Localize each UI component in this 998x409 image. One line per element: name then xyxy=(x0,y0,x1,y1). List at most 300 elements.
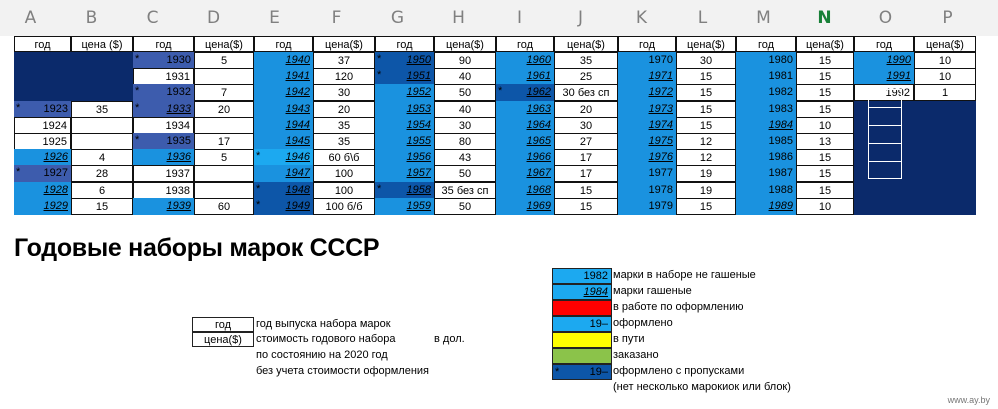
year-value: 1949 xyxy=(285,200,310,212)
key-note-1: по состоянию на 2020 год xyxy=(256,349,388,361)
year-cell[interactable] xyxy=(736,165,796,182)
legend-swatch[interactable] xyxy=(552,300,612,316)
selection-frame-line xyxy=(868,107,902,108)
year-cell[interactable] xyxy=(736,68,796,85)
key-price-box[interactable]: цена($) xyxy=(192,332,254,347)
year-value: 1986 xyxy=(768,151,793,163)
price-cell[interactable]: 15 xyxy=(796,149,854,166)
year-value: 1976 xyxy=(648,151,673,163)
legend-swatch[interactable] xyxy=(552,316,612,332)
gap-marker-icon: * xyxy=(256,183,261,195)
price-cell[interactable]: 28 xyxy=(71,165,133,182)
year-value: 1956 xyxy=(406,151,431,163)
year-value: 1987 xyxy=(768,167,793,179)
year-value: 1975 xyxy=(648,135,673,147)
price-cell[interactable]: 10 xyxy=(796,198,854,215)
year-value: 1928 xyxy=(43,184,68,196)
price-cell[interactable]: 35 xyxy=(313,117,375,134)
price-cell[interactable]: 10 xyxy=(914,68,976,85)
year-cell[interactable] xyxy=(375,133,434,150)
year-cell[interactable] xyxy=(854,68,914,85)
year-value: 1978 xyxy=(648,184,673,196)
key-year-desc: год выпуска набора марок xyxy=(256,318,391,330)
selection-frame-line xyxy=(868,143,902,144)
year-value: 1947 xyxy=(285,167,310,179)
gap-marker-icon: * xyxy=(377,53,382,65)
year-value: 1962 xyxy=(526,86,551,98)
price-cell[interactable]: 30 xyxy=(313,84,375,101)
year-value: 1988 xyxy=(768,184,793,196)
price-cell[interactable]: 35 xyxy=(71,101,133,118)
year-cell[interactable] xyxy=(496,165,554,182)
price-cell[interactable]: 43 xyxy=(434,149,496,166)
year-value: 1943 xyxy=(285,103,310,115)
year-value: 1970 xyxy=(648,54,673,66)
year-value: 1974 xyxy=(648,119,673,131)
year-cell[interactable] xyxy=(736,52,796,69)
price-cell[interactable] xyxy=(914,117,976,134)
year-cell[interactable] xyxy=(496,101,554,118)
year-cell[interactable] xyxy=(854,52,914,69)
price-cell[interactable]: 7 xyxy=(194,84,254,101)
year-cell[interactable] xyxy=(618,117,676,134)
year-value: 1946 xyxy=(285,151,310,163)
year-cell[interactable] xyxy=(14,68,71,85)
legend-label: в пути xyxy=(613,333,645,345)
price-cell[interactable]: 100 xyxy=(313,182,375,199)
year-cell[interactable] xyxy=(496,117,554,134)
price-cell[interactable]: 10 xyxy=(914,52,976,69)
price-cell[interactable]: 15 xyxy=(554,182,618,199)
gap-marker-icon: * xyxy=(377,69,382,81)
header-price[interactable]: цена($) xyxy=(914,36,976,52)
price-cell[interactable]: 15 xyxy=(676,101,736,118)
price-cell[interactable]: 30 xyxy=(676,52,736,69)
column-header-a[interactable]: A xyxy=(24,8,37,28)
header-year[interactable]: год xyxy=(854,36,914,52)
year-cell[interactable] xyxy=(133,117,194,134)
year-cell[interactable] xyxy=(618,182,676,199)
year-value: 1992 xyxy=(885,87,910,99)
year-value: 1938 xyxy=(165,185,190,197)
price-cell[interactable] xyxy=(194,68,254,85)
header-price[interactable]: цена($) xyxy=(313,36,375,52)
price-cell[interactable]: 12 xyxy=(676,149,736,166)
year-value: 1985 xyxy=(768,135,793,147)
column-header-h[interactable]: H xyxy=(452,8,465,28)
key-note-2: без учета стоимости оформления xyxy=(256,365,429,377)
year-value: 1983 xyxy=(768,103,793,115)
year-value: 1966 xyxy=(526,151,551,163)
header-price[interactable]: цена($) xyxy=(194,36,254,52)
price-cell[interactable]: 19 xyxy=(676,165,736,182)
year-cell[interactable] xyxy=(618,84,676,101)
column-header-l[interactable]: L xyxy=(697,8,708,28)
year-cell[interactable] xyxy=(14,101,71,118)
price-cell[interactable]: 17 xyxy=(554,149,618,166)
price-cell[interactable] xyxy=(71,68,133,85)
legend-swatch-label: 19– xyxy=(589,366,608,378)
legend-label: в работе по оформлению xyxy=(613,301,744,313)
price-cell[interactable]: 15 xyxy=(796,68,854,85)
price-cell[interactable]: 30 без сп xyxy=(554,84,618,101)
year-value: 1953 xyxy=(406,103,431,115)
year-value: 1958 xyxy=(406,184,431,196)
year-cell[interactable] xyxy=(496,52,554,69)
column-header-i[interactable]: I xyxy=(516,8,522,28)
year-value: 1959 xyxy=(406,200,431,212)
price-cell[interactable] xyxy=(914,133,976,150)
year-cell[interactable] xyxy=(375,117,434,134)
year-cell[interactable] xyxy=(618,198,676,215)
gap-marker-icon: * xyxy=(16,166,21,178)
price-cell[interactable] xyxy=(71,84,133,101)
header-year[interactable]: год xyxy=(133,36,194,52)
price-cell[interactable] xyxy=(194,182,254,199)
year-cell[interactable] xyxy=(854,198,914,215)
year-cell[interactable] xyxy=(133,84,194,101)
year-cell[interactable] xyxy=(375,182,434,199)
legend-label: оформлено xyxy=(613,317,673,329)
selection-frame xyxy=(868,89,902,179)
year-value: 1951 xyxy=(406,70,431,82)
year-cell[interactable] xyxy=(133,68,194,85)
price-cell[interactable]: 60 б\б xyxy=(313,149,375,166)
year-cell[interactable] xyxy=(254,52,313,69)
year-cell[interactable] xyxy=(254,101,313,118)
year-cell[interactable] xyxy=(133,149,194,166)
column-header-o[interactable]: O xyxy=(878,8,893,28)
price-cell[interactable] xyxy=(914,149,976,166)
legend-label: марки гашеные xyxy=(613,285,692,297)
header-year[interactable]: год xyxy=(496,36,554,52)
year-cell[interactable] xyxy=(496,84,554,101)
gap-marker-icon: * xyxy=(498,85,503,97)
gap-marker-icon: * xyxy=(16,102,21,114)
year-value: 1954 xyxy=(406,119,431,131)
key-price-desc: стоимость годового набора xyxy=(256,333,396,345)
price-cell[interactable]: 15 xyxy=(71,198,133,215)
price-cell[interactable]: 100 б/б xyxy=(313,198,375,215)
year-value: 1979 xyxy=(648,200,673,212)
year-value: 1968 xyxy=(526,184,551,196)
gap-marker-icon: * xyxy=(135,53,140,65)
year-value: 1980 xyxy=(768,54,793,66)
year-cell[interactable] xyxy=(14,165,71,182)
year-value: 1971 xyxy=(648,70,673,82)
legend-footnote: (нет несколько марокиок или блок) xyxy=(613,381,791,393)
year-cell[interactable] xyxy=(133,182,194,199)
price-cell[interactable]: 80 xyxy=(434,133,496,150)
gap-marker-icon: * xyxy=(135,85,140,97)
year-value: 1955 xyxy=(406,135,431,147)
year-cell[interactable] xyxy=(375,165,434,182)
year-cell[interactable] xyxy=(375,101,434,118)
price-cell[interactable]: 50 xyxy=(434,84,496,101)
price-cell[interactable] xyxy=(71,117,133,134)
year-value: 1934 xyxy=(165,120,190,132)
year-cell[interactable] xyxy=(254,182,313,199)
header-price[interactable]: цена($) xyxy=(434,36,496,52)
price-cell[interactable] xyxy=(194,165,254,182)
price-cell[interactable]: 35 xyxy=(313,133,375,150)
price-cell[interactable]: 15 xyxy=(796,84,854,101)
legend-swatch-label: 1984 xyxy=(583,286,608,298)
year-value: 1984 xyxy=(768,119,793,131)
year-cell[interactable] xyxy=(133,198,194,215)
year-value: 1989 xyxy=(768,200,793,212)
header-price[interactable]: цена($) xyxy=(554,36,618,52)
column-header-e[interactable]: E xyxy=(269,8,280,28)
year-cell[interactable] xyxy=(736,133,796,150)
price-cell[interactable] xyxy=(914,101,976,118)
year-value: 1935 xyxy=(166,135,191,147)
price-cell[interactable]: 4 xyxy=(71,149,133,166)
year-value: 1964 xyxy=(526,119,551,131)
price-cell[interactable]: 15 xyxy=(796,52,854,69)
year-value: 1963 xyxy=(526,103,551,115)
price-cell[interactable]: 13 xyxy=(796,133,854,150)
year-cell[interactable] xyxy=(133,101,194,118)
year-value: 1960 xyxy=(526,54,551,66)
year-cell[interactable] xyxy=(618,52,676,69)
price-cell[interactable]: 27 xyxy=(554,133,618,150)
price-cell[interactable]: 15 xyxy=(676,84,736,101)
year-cell[interactable] xyxy=(254,149,313,166)
price-cell[interactable]: 50 xyxy=(434,198,496,215)
year-cell[interactable] xyxy=(736,182,796,199)
selection-frame-line xyxy=(868,161,902,162)
year-value: 1940 xyxy=(285,54,310,66)
year-cell[interactable] xyxy=(618,165,676,182)
header-year[interactable]: год xyxy=(14,36,71,52)
year-value: 1977 xyxy=(648,167,673,179)
legend-label: марки в наборе не гашеные xyxy=(613,269,756,281)
year-value: 1930 xyxy=(166,54,191,66)
selection-frame-line xyxy=(868,125,902,126)
price-cell[interactable]: 15 xyxy=(554,198,618,215)
price-cell[interactable] xyxy=(914,198,976,215)
column-header-c[interactable]: C xyxy=(146,8,159,28)
year-cell[interactable] xyxy=(736,101,796,118)
price-cell[interactable] xyxy=(71,133,133,150)
price-cell[interactable]: 30 xyxy=(434,117,496,134)
legend-swatch[interactable] xyxy=(552,332,612,348)
year-value: 1945 xyxy=(285,135,310,147)
key-year-box[interactable]: год xyxy=(192,317,254,332)
year-cell[interactable] xyxy=(375,52,434,69)
price-cell[interactable]: 17 xyxy=(554,165,618,182)
year-cell[interactable] xyxy=(496,198,554,215)
year-cell[interactable] xyxy=(133,52,194,69)
price-cell[interactable]: 20 xyxy=(194,101,254,118)
year-cell[interactable] xyxy=(14,84,71,101)
price-cell[interactable] xyxy=(914,165,976,182)
price-cell[interactable]: 15 xyxy=(676,68,736,85)
price-cell[interactable]: 5 xyxy=(194,149,254,166)
year-cell[interactable] xyxy=(14,149,71,166)
year-cell[interactable] xyxy=(496,133,554,150)
year-value: 1973 xyxy=(648,103,673,115)
year-cell[interactable] xyxy=(133,133,194,150)
header-price[interactable]: цена($) xyxy=(676,36,736,52)
year-cell[interactable] xyxy=(254,68,313,85)
price-cell[interactable]: 15 xyxy=(796,182,854,199)
year-cell[interactable] xyxy=(14,182,71,199)
header-year[interactable]: год xyxy=(254,36,313,52)
price-cell[interactable]: 15 xyxy=(796,165,854,182)
year-value: 1967 xyxy=(526,167,551,179)
year-value: 1923 xyxy=(43,103,68,115)
legend-swatch-label: 19– xyxy=(589,318,608,330)
year-value: 1990 xyxy=(886,54,911,66)
page-title: Годовые наборы марок СССР xyxy=(14,234,380,262)
year-cell[interactable] xyxy=(254,198,313,215)
year-cell[interactable] xyxy=(375,198,434,215)
year-value: 1952 xyxy=(406,86,431,98)
header-year[interactable]: год xyxy=(736,36,796,52)
header-price[interactable]: цена($) xyxy=(796,36,854,52)
year-value: 1944 xyxy=(285,119,310,131)
price-cell[interactable]: 17 xyxy=(194,133,254,150)
price-cell[interactable]: 1 xyxy=(914,84,976,101)
key-price-unit: в дол. xyxy=(434,333,465,345)
year-cell[interactable] xyxy=(254,84,313,101)
price-cell[interactable]: 40 xyxy=(434,68,496,85)
price-cell[interactable]: 37 xyxy=(313,52,375,69)
year-value: 1957 xyxy=(406,167,431,179)
gap-marker-icon: * xyxy=(555,366,560,378)
year-cell[interactable] xyxy=(618,68,676,85)
year-cell[interactable] xyxy=(736,84,796,101)
gap-marker-icon: * xyxy=(135,102,140,114)
year-value: 1924 xyxy=(42,120,67,132)
price-cell[interactable]: 20 xyxy=(554,101,618,118)
year-value: 1981 xyxy=(768,70,793,82)
price-cell[interactable]: 40 xyxy=(434,101,496,118)
legend-swatch[interactable] xyxy=(552,268,612,284)
column-header-g[interactable]: G xyxy=(390,8,405,28)
year-cell[interactable] xyxy=(854,182,914,199)
year-cell[interactable] xyxy=(133,165,194,182)
column-header-bar xyxy=(0,0,998,36)
year-value: 1936 xyxy=(166,151,191,163)
legend-swatch[interactable] xyxy=(552,348,612,364)
year-value: 1937 xyxy=(165,168,190,180)
year-cell[interactable] xyxy=(618,101,676,118)
year-cell[interactable] xyxy=(496,182,554,199)
column-header-b[interactable]: B xyxy=(85,8,98,28)
price-cell[interactable]: 19 xyxy=(676,182,736,199)
price-cell[interactable]: 15 xyxy=(796,101,854,118)
price-cell[interactable]: 15 xyxy=(676,198,736,215)
price-cell[interactable]: 25 xyxy=(554,68,618,85)
year-value: 1961 xyxy=(526,70,551,82)
price-cell[interactable]: 6 xyxy=(71,182,133,199)
year-value: 1950 xyxy=(406,54,431,66)
year-value: 1927 xyxy=(43,167,68,179)
price-cell[interactable]: 60 xyxy=(194,198,254,215)
year-cell[interactable] xyxy=(618,149,676,166)
column-header-k[interactable]: K xyxy=(635,8,648,28)
year-value: 1931 xyxy=(165,71,190,83)
price-cell[interactable]: 15 xyxy=(676,117,736,134)
column-header-m[interactable]: M xyxy=(756,8,771,28)
price-cell[interactable]: 100 xyxy=(313,165,375,182)
year-cell[interactable] xyxy=(375,68,434,85)
year-cell[interactable] xyxy=(736,117,796,134)
year-cell[interactable] xyxy=(14,133,71,150)
year-cell[interactable] xyxy=(496,68,554,85)
price-cell[interactable]: 90 xyxy=(434,52,496,69)
year-cell[interactable] xyxy=(736,198,796,215)
year-cell[interactable] xyxy=(14,198,71,215)
gap-marker-icon: * xyxy=(256,150,261,162)
gap-marker-icon: * xyxy=(135,134,140,146)
price-cell[interactable]: 10 xyxy=(796,117,854,134)
legend-swatch[interactable] xyxy=(552,364,612,380)
year-cell[interactable] xyxy=(496,149,554,166)
year-value: 1948 xyxy=(285,184,310,196)
price-cell[interactable]: 5 xyxy=(194,52,254,69)
legend-label: оформлено с пропусками xyxy=(613,365,745,377)
year-cell[interactable] xyxy=(618,133,676,150)
price-cell[interactable]: 50 xyxy=(434,165,496,182)
price-cell[interactable] xyxy=(71,52,133,69)
price-cell[interactable]: 20 xyxy=(313,101,375,118)
legend-swatch[interactable] xyxy=(552,284,612,300)
price-cell[interactable]: 120 xyxy=(313,68,375,85)
price-cell[interactable] xyxy=(194,117,254,134)
year-cell[interactable] xyxy=(254,133,313,150)
year-cell[interactable] xyxy=(736,149,796,166)
column-header-f[interactable]: F xyxy=(331,8,342,28)
header-year[interactable]: год xyxy=(375,36,434,52)
year-value: 1969 xyxy=(526,200,551,212)
year-value: 1939 xyxy=(166,200,191,212)
year-value: 1926 xyxy=(43,151,68,163)
year-value: 1965 xyxy=(526,135,551,147)
year-value: 1942 xyxy=(285,86,310,98)
year-value: 1933 xyxy=(166,103,191,115)
year-value: 1991 xyxy=(886,70,911,82)
year-value: 1941 xyxy=(285,70,310,82)
year-cell[interactable] xyxy=(14,117,71,134)
year-value: 1982 xyxy=(768,86,793,98)
column-header-p[interactable]: P xyxy=(942,8,953,28)
year-value: 1932 xyxy=(166,86,191,98)
price-cell[interactable]: 30 xyxy=(554,117,618,134)
year-cell[interactable] xyxy=(375,149,434,166)
column-header-n[interactable]: N xyxy=(817,8,832,28)
watermark: www.ay.by xyxy=(947,395,990,405)
price-cell[interactable]: 12 xyxy=(676,133,736,150)
year-cell[interactable] xyxy=(375,84,434,101)
column-header-d[interactable]: D xyxy=(206,8,221,28)
price-cell[interactable]: 35 xyxy=(554,52,618,69)
gap-marker-icon: * xyxy=(256,199,261,211)
header-price[interactable]: цена ($) xyxy=(71,36,133,52)
year-cell[interactable] xyxy=(254,117,313,134)
year-cell[interactable] xyxy=(14,52,71,69)
year-value: 1929 xyxy=(43,200,68,212)
gap-marker-icon: * xyxy=(377,183,382,195)
column-header-j[interactable]: J xyxy=(577,8,583,28)
price-cell[interactable] xyxy=(914,182,976,199)
year-cell[interactable] xyxy=(254,165,313,182)
header-year[interactable]: год xyxy=(618,36,676,52)
price-cell[interactable]: 35 без сп xyxy=(434,182,496,199)
